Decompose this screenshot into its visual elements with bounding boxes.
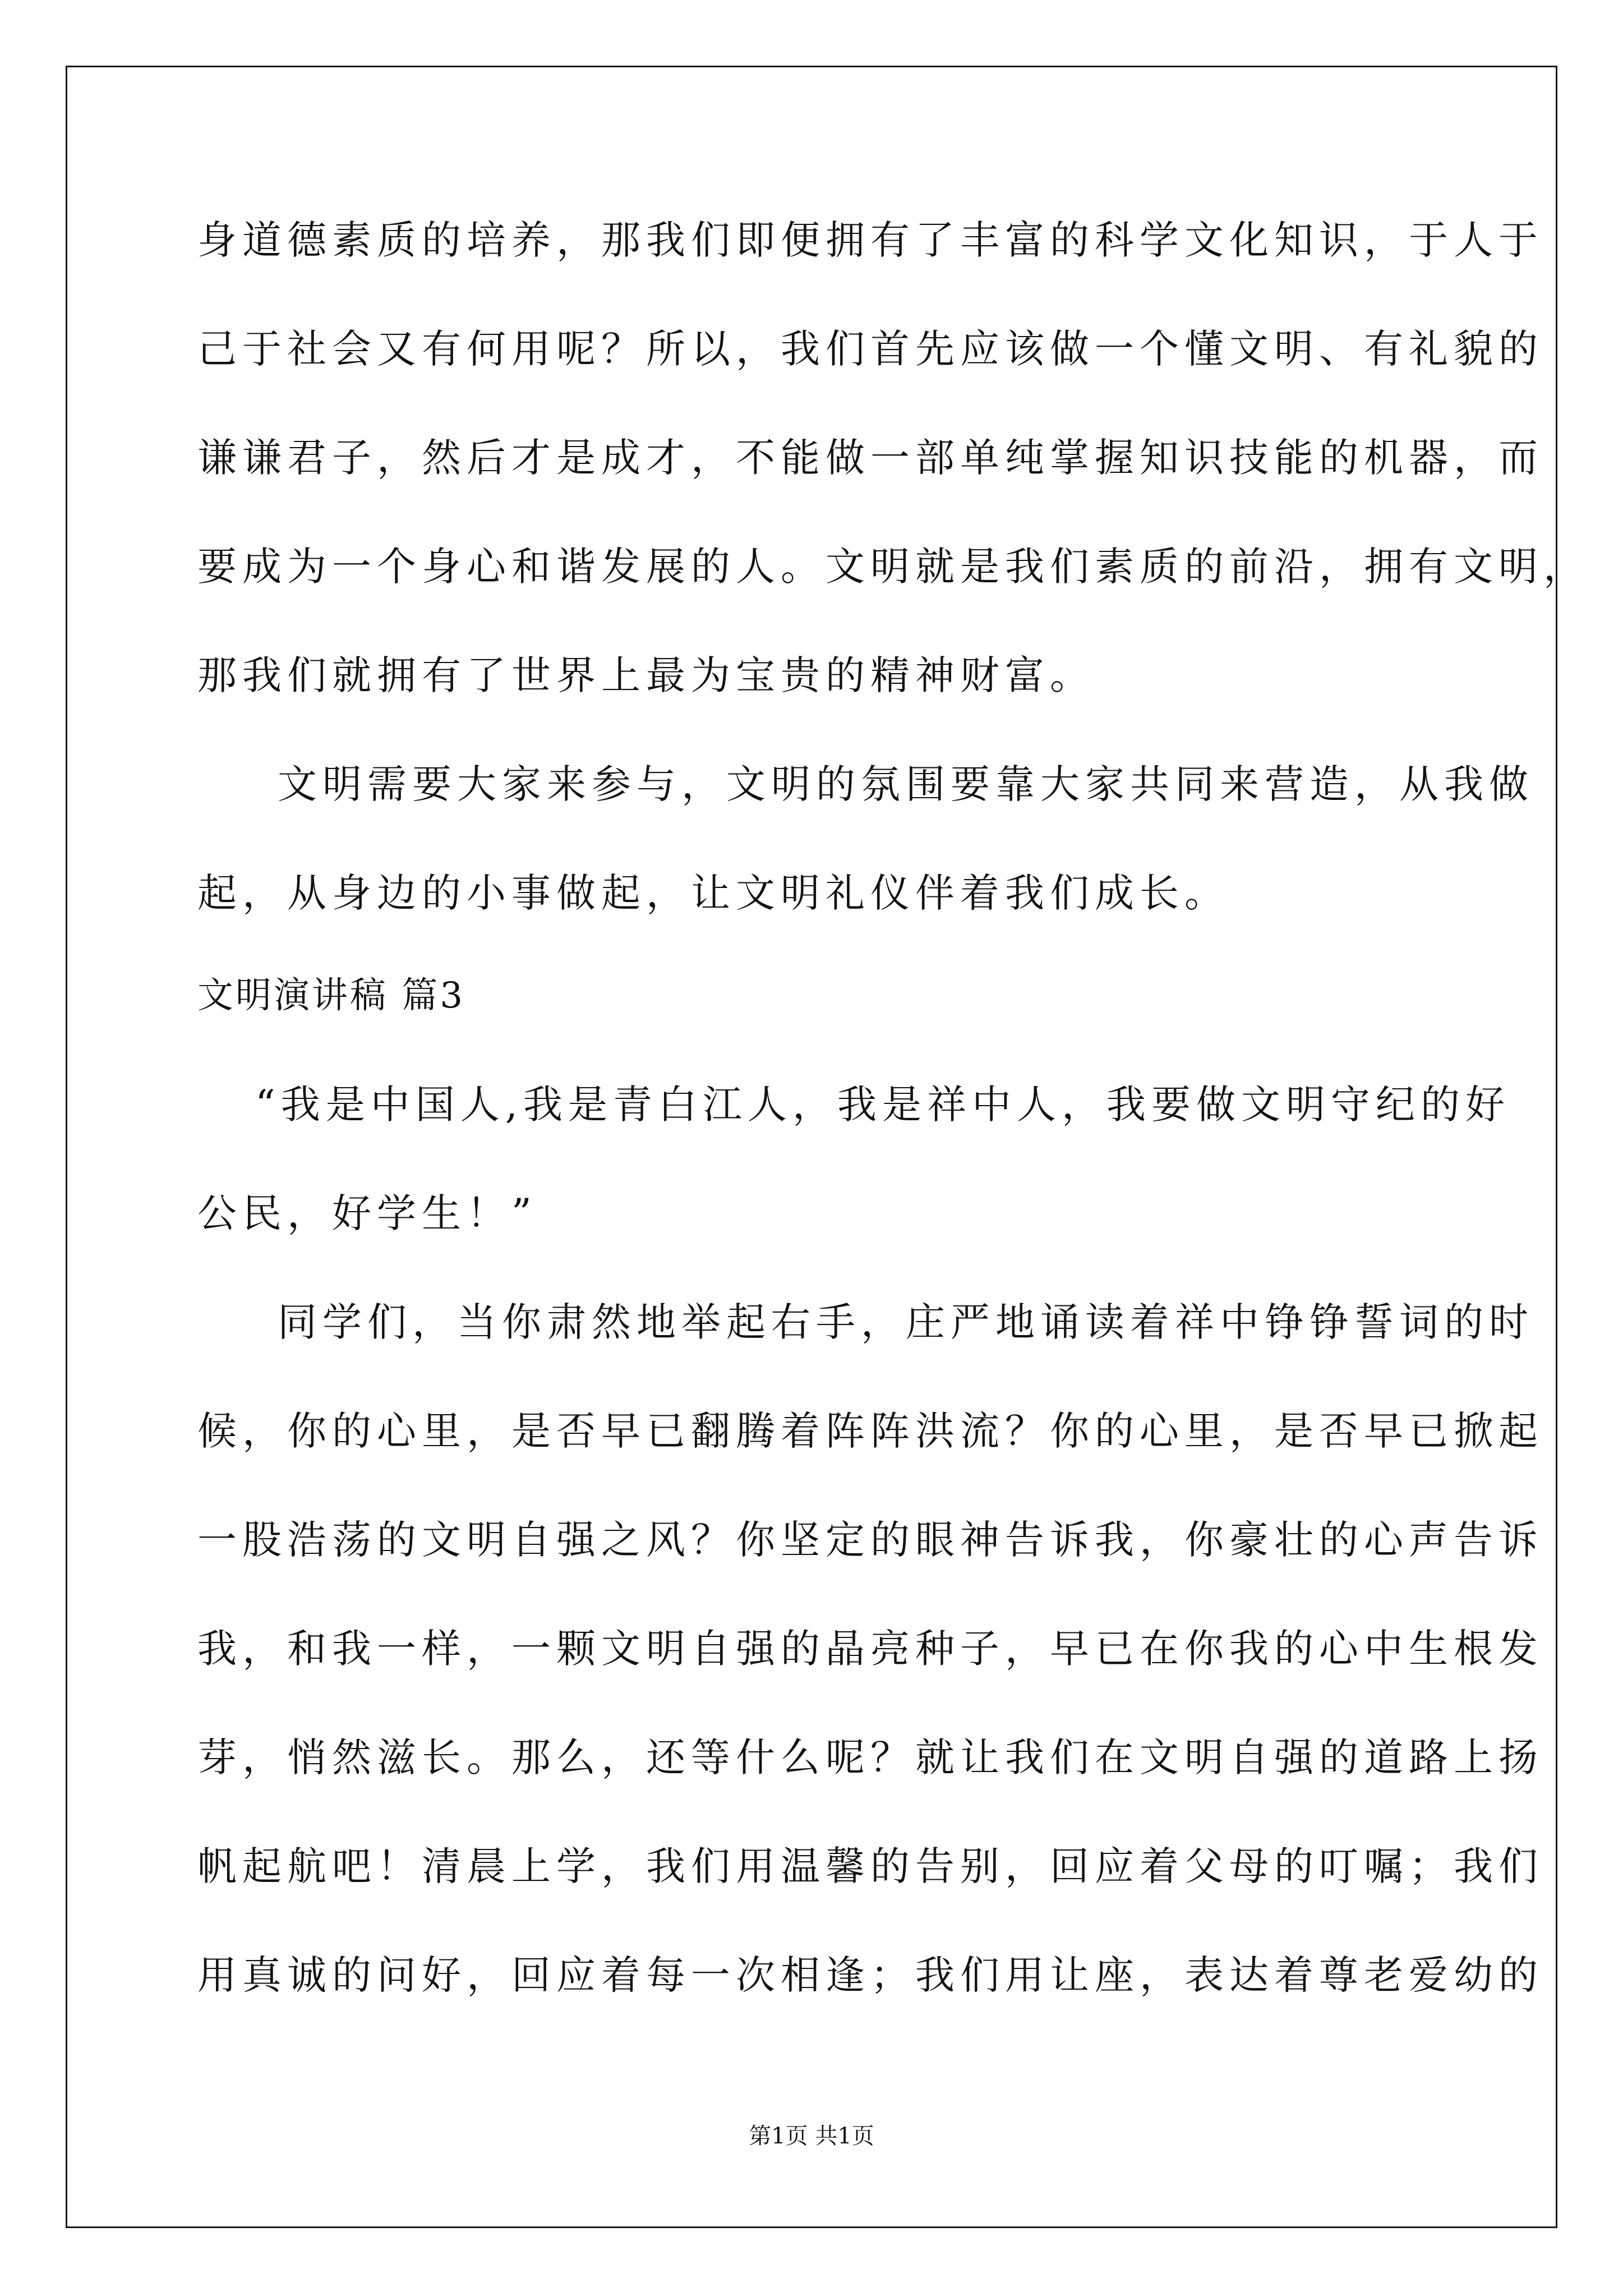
paragraph-line: 己于社会又有何用呢？所以，我们首先应该做一个懂文明、有礼貌的: [197, 326, 1543, 372]
paragraph-line: 用真诚的问好，回应着每一次相逢；我们用让座，表达着尊老爱幼的: [197, 1952, 1543, 1998]
page-border: [66, 66, 1557, 2228]
paragraph-line: 要成为一个身心和谐发展的人。文明就是我们素质的前沿，拥有文明，: [197, 544, 1588, 590]
paragraph-line: 我，和我一样，一颗文明自强的晶亮种子，早已在你我的心中生根发: [197, 1626, 1543, 1672]
paragraph-line: 候，你的心里，是否早已翻腾着阵阵洪流？你的心里，是否早已掀起: [197, 1408, 1543, 1454]
section-heading: 文明演讲稿 篇3: [197, 975, 465, 1016]
page-footer: 第1页 共1页: [749, 2123, 874, 2149]
paragraph-line: 起，从身边的小事做起，让文明礼仪伴着我们成长。: [197, 870, 1229, 916]
paragraph-line: 谦谦君子，然后才是成才，不能做一部单纯掌握知识技能的机器，而: [197, 435, 1543, 481]
paragraph-line: 那我们就拥有了世界上最为宝贵的精神财富。: [197, 652, 1095, 698]
paragraph-line: 身道德素质的培养，那我们即便拥有了丰富的科学文化知识，于人于: [197, 217, 1543, 263]
paragraph-line: 文明需要大家来参与，文明的氛围要靠大家共同来营造，从我做: [278, 761, 1534, 807]
paragraph-line: 一股浩荡的文明自强之风？你坚定的眼神告诉我，你豪壮的心声告诉: [197, 1517, 1543, 1563]
paragraph-line: 帆起航吧！清晨上学，我们用温馨的告别，回应着父母的叮嘱；我们: [197, 1843, 1543, 1889]
paragraph-line: 公民，好学生！”: [197, 1190, 537, 1236]
paragraph-line: 同学们，当你肃然地举起右手，庄严地诵读着祥中铮铮誓词的时: [278, 1299, 1534, 1345]
paragraph-line: “我是中国人,我是青白江人，我是祥中人，我要做文明守纪的好: [255, 1082, 1511, 1128]
paragraph-line: 芽，悄然滋长。那么，还等什么呢？就让我们在文明自强的道路上扬: [197, 1734, 1543, 1780]
